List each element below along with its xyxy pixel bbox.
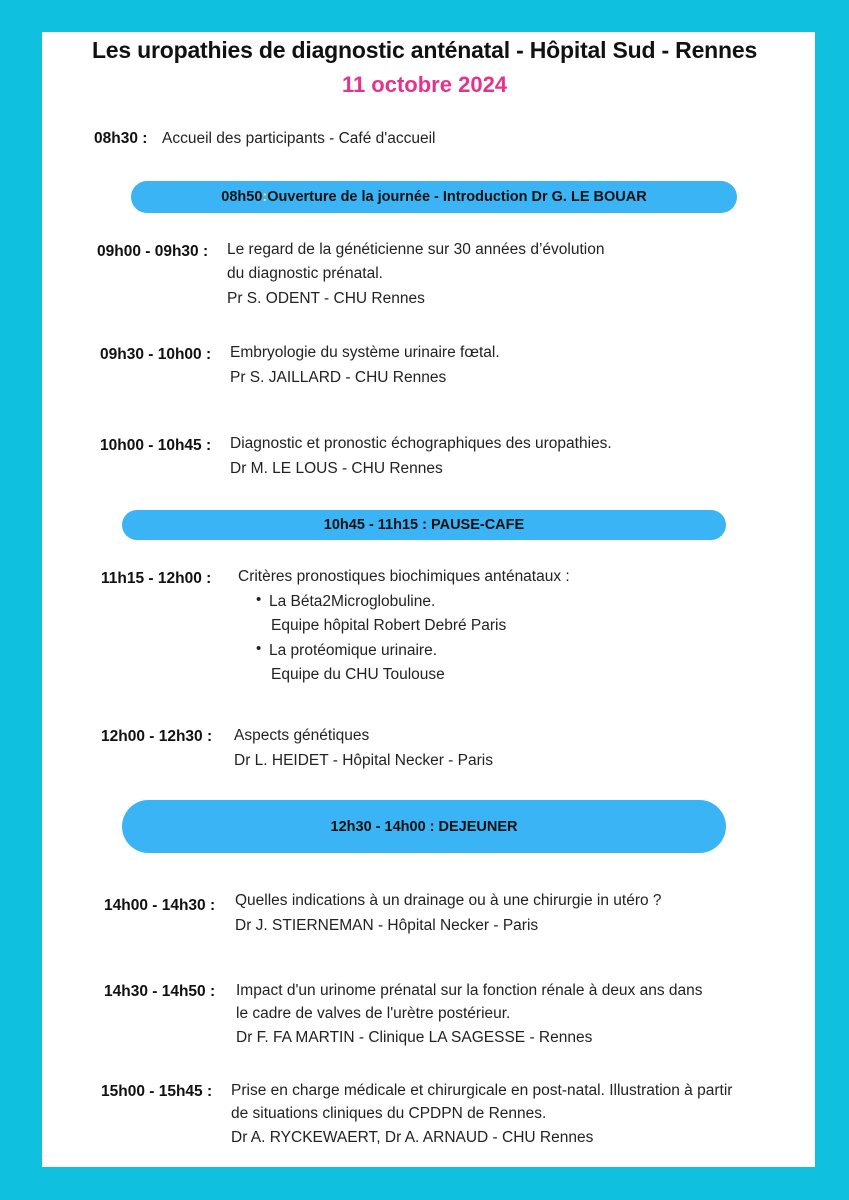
session-5-line-1: Aspects génétiques [234,727,370,744]
session-8-speaker: Dr A. RYCKEWAERT, Dr A. ARNAUD - CHU Rennes [231,1129,594,1146]
coffee-break-banner: 10h45 - 11h15 : PAUSE-CAFE [122,510,726,540]
session-4-item-1-title: La Béta2Microglobuline. [269,593,436,610]
event-date: 11 octobre 2024 [341,72,508,97]
session-5-time: 12h00 - 12h30 : [101,728,213,745]
session-2-speaker: Pr S. JAILLARD - CHU Rennes [230,369,447,386]
session-1-line-2: du diagnostic prénatal. [227,265,383,282]
page-title: Les uropathies de diagnostic anténatal - Hôpital Sud - Rennes [91,37,758,63]
opening-time: 08h50 [221,189,263,205]
session-4-time: 11h15 - 12h00 : [101,570,212,587]
session-5-speaker: Dr L. HEIDET - Hôpital Necker - Paris [234,752,493,769]
session-8-time: 15h00 - 15h45 : [101,1083,213,1100]
session-4-item-2-title: La protéomique urinaire. [269,642,438,659]
session-3-time: 10h00 - 10h45 : [100,437,212,454]
welcome-text: Accueil des participants - Café d'accueil [162,130,436,147]
opening-text: Ouverture de la journée - Introduction Dr G. LE BOUAR [267,189,647,205]
bullet-icon: • [256,591,262,608]
welcome-time: 08h30 : [94,130,148,147]
session-3-speaker: Dr M. LE LOUS - CHU Rennes [230,460,443,477]
session-2-line-1: Embryologie du système urinaire fœtal. [230,344,500,361]
session-7-line-1: Impact d'un urinome prénatal sur la fonction rénale à deux ans dans [236,982,703,999]
session-7-line-2: le cadre de valves de l'urètre postérieur. [236,1005,511,1022]
session-4-item-2-team: Equipe du CHU Toulouse [271,666,445,683]
session-7-speaker: Dr F. FA MARTIN - Clinique LA SAGESSE - Rennes [236,1029,593,1046]
session-1-speaker: Pr S. ODENT - CHU Rennes [227,290,425,307]
session-6-line-1: Quelles indications à un drainage ou à une chirurgie in utéro ? [235,892,662,909]
session-4-item-1-team: Equipe hôpital Robert Debré Paris [271,617,507,634]
session-6-time: 14h00 - 14h30 : [104,897,216,914]
session-6-speaker: Dr J. STIERNEMAN - Hôpital Necker - Paris [235,917,539,934]
session-7-time: 14h30 - 14h50 : [104,983,216,1000]
session-1-time: 09h00 - 09h30 : [97,243,209,260]
opening-banner [131,181,737,213]
session-8-line-1: Prise en charge médicale et chirurgicale en post-natal. Illustration à partir [231,1082,733,1099]
session-8-line-2: de situations cliniques du CPDPN de Rennes. [231,1105,547,1122]
session-2-time: 09h30 - 10h00 : [100,346,212,363]
bullet-icon: • [256,640,262,657]
opening-separator: : [262,189,268,205]
session-3-line-1: Diagnostic et pronostic échographiques des uropathies. [230,435,612,452]
lunch-banner: 12h30 - 14h00 : DEJEUNER [122,800,726,853]
session-4-intro: Critères pronostiques biochimiques anténataux : [238,568,570,585]
session-1-line-1: Le regard de la généticienne sur 30 années d’évolution [227,241,605,258]
